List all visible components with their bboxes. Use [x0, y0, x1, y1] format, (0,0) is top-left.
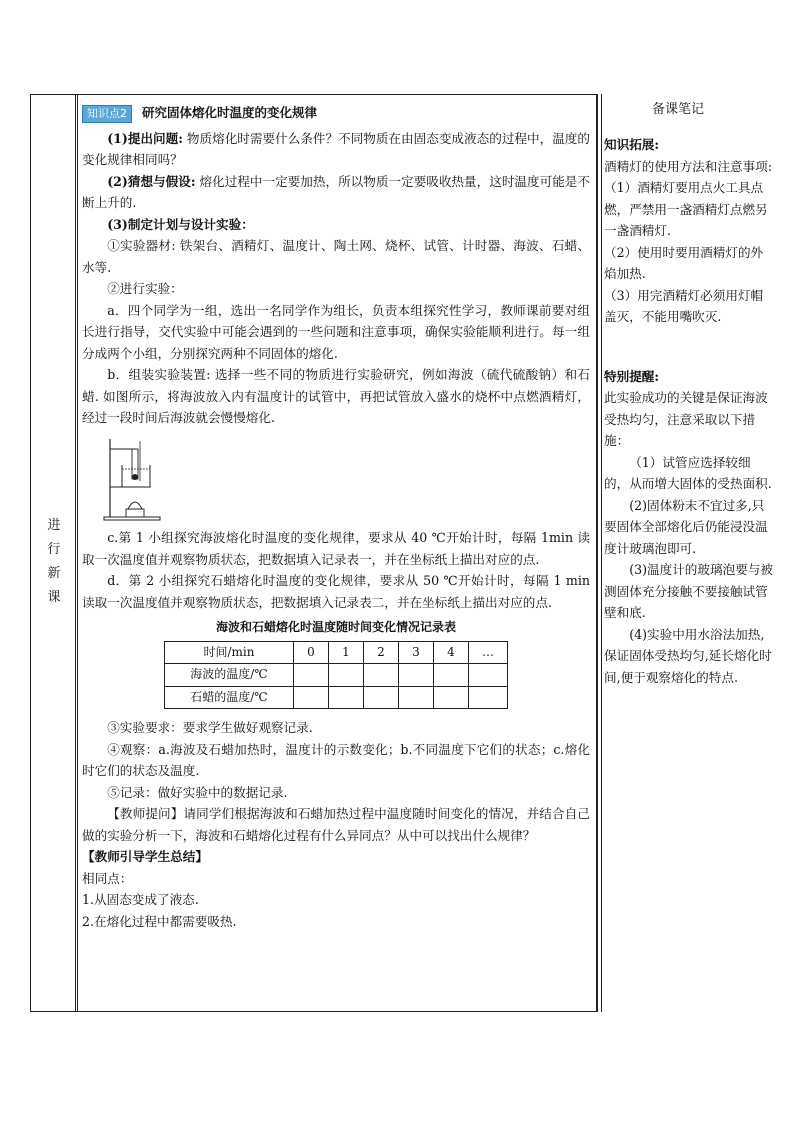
table-cell: [399, 664, 434, 687]
paragraph: c.第 1 小组探究海波熔化时温度的变化规律，要求从 40 ℃开始计时，每隔 1min 读取一次温度值并观察物质状态，把数据填入记录表一，并在坐标纸上描出对应的点.: [82, 530, 590, 567]
side-notes: [604, 96, 774, 688]
table-cell: 时间/min: [165, 641, 294, 664]
table-cell: [469, 686, 508, 709]
paragraph: a．四个同学为一组，选出一名同学作为组长，负责本组探究性学习，教师课前要对组长进行指导，交代实验中可能会遇到的一些问题和注意事项，确保实验能顺利进行。每一组分成两个小组，分别探究两种不同固体的熔化.: [82, 302, 590, 361]
paragraph: d．第 2 小组探究石蜡熔化时温度的变化规律，要求从 50 ℃开始计时，每隔 1 min 读取一次温度值并观察物质状态，把数据填入记录表二，并在坐标纸上描出对应的点.: [82, 573, 590, 610]
side-note: (3)温度计的玻璃泡要与被测固体充分接触不要接触试管壁和底.: [604, 562, 773, 620]
paragraph: 相同点：: [82, 870, 133, 886]
paragraph: b．组装实验装置: 选择一些不同的物质进行实验研究，例如海波（硫代硫酸钠）和石蜡. 如图所示，将海波放入内有温度计的试管中，再把试管放入盛水的烧杯中点燃酒精灯，经过一段时间后海波就会慢慢熔化.: [82, 367, 590, 425]
table-cell: [399, 686, 434, 709]
knowledge-point-title: 研究固体熔化时温度的变化规律: [142, 105, 318, 120]
paragraph: ⑤记录：做好实验中的数据记录.: [107, 784, 288, 800]
table-row: [165, 664, 508, 687]
table-cell: 石蜡的温度/℃: [165, 686, 294, 709]
paragraph: 1.从固态变成了液态.: [82, 892, 199, 907]
side-note: （2）使用时要用酒精灯的外焰加热.: [604, 244, 764, 281]
divider: [75, 94, 76, 1012]
paragraph: ④观察：a.海波及石蜡加热时，温度计的示数变化；b.不同温度下它们的状态；c.熔化时它们的状态及温度.: [82, 741, 590, 778]
paragraph: ③实验要求：要求学生做好观察记录.: [107, 720, 313, 735]
side-heading: 知识拓展:: [604, 137, 660, 152]
table-cell: 0: [294, 641, 329, 664]
table-cell: [364, 664, 399, 687]
knowledge-point-tag: 知识点2: [82, 105, 132, 123]
table-cell: 海波的温度/℃: [165, 664, 294, 687]
table-cell: 3: [399, 641, 434, 664]
main-content: [82, 102, 590, 932]
table-row: [165, 686, 508, 709]
table-cell: [329, 664, 364, 687]
side-heading: 特别提醒:: [604, 368, 660, 384]
table-cell: [294, 664, 329, 687]
side-header: 备课笔记: [652, 102, 705, 117]
paragraph: ②进行实验：: [107, 281, 183, 296]
section-label: [44, 514, 64, 610]
apparatus-figure: [100, 435, 170, 521]
paragraph: (1)提出问题: 物质熔化时需要什么条件？不同物质在由固态变成液态的过程中，温度的变化规律相同吗？: [82, 130, 590, 167]
section-label-char: 行: [47, 542, 61, 557]
table-cell: 1: [329, 641, 364, 664]
divider: [601, 94, 602, 1012]
section-label-char: 进: [47, 518, 61, 533]
table-cell: [434, 664, 469, 687]
paragraph: 【教师引导学生总结】: [82, 849, 208, 864]
knowledge-point-header: [82, 102, 590, 124]
paragraph: (3)制定计划与设计实验：: [107, 216, 254, 232]
side-note: (2)固体粉末不宜过多,只要固体全部熔化后仍能浸没温度计玻璃泡即可.: [604, 497, 768, 556]
table-cell: 4: [434, 641, 469, 664]
table-cell: [294, 686, 329, 709]
paragraph: ①实验器材: 铁架台、酒精灯、温度计、陶土网、烧杯、试管、计时器、海波、石蜡、水等.: [82, 238, 590, 275]
side-note: （1）试管应选择较细的，从而增大固体的受热面积.: [604, 454, 772, 491]
section-label-char: 课: [47, 590, 61, 605]
table-cell: …: [469, 641, 508, 664]
record-table: [164, 641, 508, 710]
divider: [597, 94, 598, 1012]
paragraph: 2.在熔化过程中都需要吸热.: [82, 913, 237, 929]
side-note: (4)实验中用水浴法加热,保证固体受热均匀,延长熔化时间,便于观察熔化的特点.: [604, 626, 772, 685]
paragraph: (2)猜想与假设: 熔化过程中一定要加热，所以物质一定要吸收热量，这时温度可能是不断上升的.: [82, 173, 590, 210]
side-note: 此实验成功的关键是保证海波受热均匀，注意采取以下措施：: [604, 390, 768, 448]
table-row: [165, 641, 508, 664]
side-note: （1）酒精灯要用点火工具点燃，严禁用一盏酒精灯点燃另一盏酒精灯.: [604, 180, 768, 238]
table-cell: [469, 664, 508, 687]
section-label-char: 新: [47, 566, 61, 581]
divider: [77, 94, 78, 1012]
side-note: （3）用完酒精灯必须用灯帽盖灭，不能用嘴吹灭.: [604, 287, 764, 324]
table-cell: [434, 686, 469, 709]
side-note: 酒精灯的使用方法和注意事项:: [604, 158, 772, 174]
table-cell: [364, 686, 399, 709]
table-cell: 2: [364, 641, 399, 664]
table-cell: [329, 686, 364, 709]
table-caption: 海波和石蜡熔化时温度随时间变化情况记录表: [215, 620, 456, 634]
paragraph: 【教师提问】请同学们根据海波和石蜡加热过程中温度随时间变化的情况，并结合自己做的实验分析一下，海波和石蜡熔化过程有什么异同点？从中可以找出什么规律？: [82, 806, 590, 843]
